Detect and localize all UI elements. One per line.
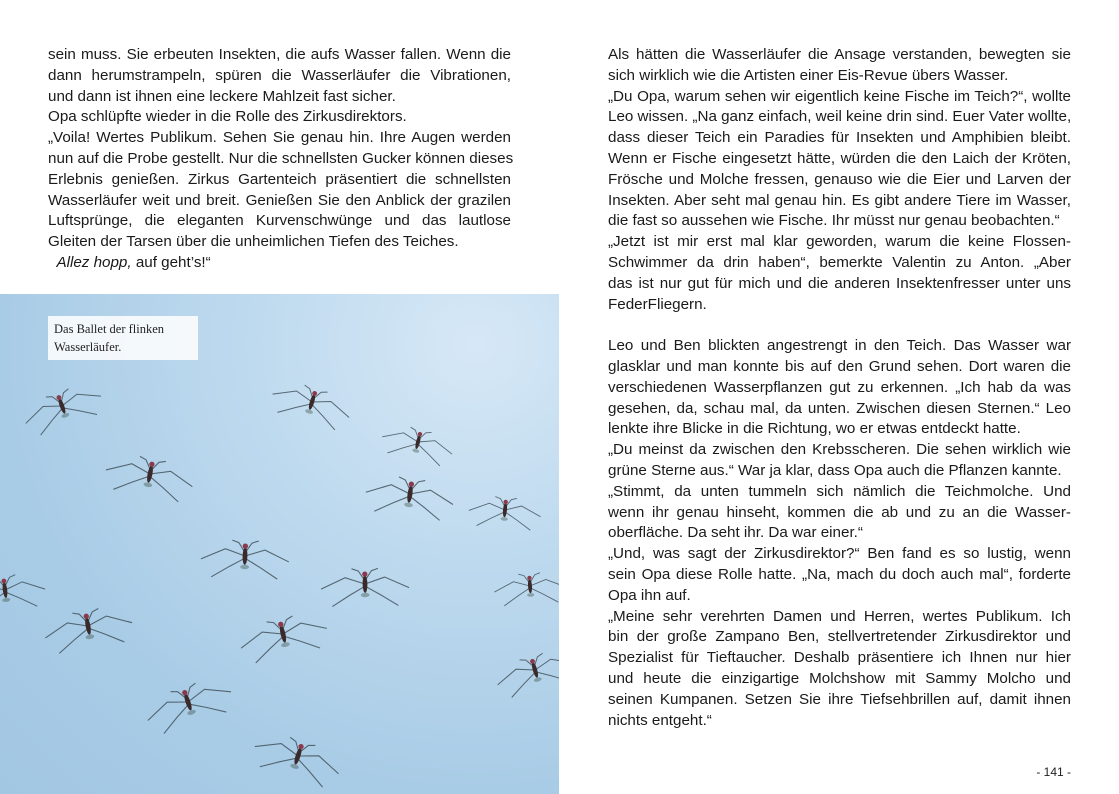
line-rest: auf geht’s!“ <box>131 253 211 271</box>
water-strider <box>321 568 410 607</box>
text-line: gesehen, da, schau mal, da unten. Zwischen diesen Sternen.“ Leo <box>608 399 1071 417</box>
water-strider <box>268 377 354 433</box>
right-page-body-text <box>608 45 1071 731</box>
caption-line-1: Das Ballet der flinken <box>54 322 165 336</box>
text-line: das ist nur gut für mich und die anderen Insektenfresser unter uns <box>608 274 1071 292</box>
text-line: oberfläche. Da seht ihr. Da war einer.“ <box>608 524 863 542</box>
water-strider <box>42 603 135 655</box>
page-number: - 141 - <box>1036 765 1071 779</box>
text-line: glasklar und man konnte bis auf den Grund sehen. Dort waren die <box>608 357 1071 375</box>
text-line: Als hätten die Wasserläufer die Ansage verstanden, bewegten sie <box>608 46 1071 63</box>
text-line: „Meine sehr verehrten Damen und Herren, wertes Publikum. Ich <box>608 607 1071 625</box>
water-strider <box>200 539 289 579</box>
text-line: „Stimmt, da unten tummeln sich nämlich die Teichmolche. Und <box>608 482 1071 500</box>
water-strider <box>141 673 236 737</box>
text-line: und heute die einzigartige Molchshow mit Sammy Molcho und <box>608 669 1071 687</box>
text-line: sein Opa diese Rolle hatte. „Na, mach du doch auch mal“, forderte <box>608 565 1071 583</box>
text-line: nichts entgeht.“ <box>608 711 712 729</box>
text-line: verschiedenen Wasserpflanzen gut zu erkennen. „Ich hab da was <box>608 378 1071 396</box>
text-line: wenn ihr genau hinseht, kommen die ab und zu an die Wasser- <box>608 503 1071 521</box>
text-line: lenkte ihre Blicke in die Richtung, wo er etwas entdeckt hatte. <box>608 420 1021 438</box>
text-line <box>48 253 511 274</box>
text-line: dass dieser Teich ein Paradies für Insekten und Amphibien bleibt. <box>608 129 1071 147</box>
text-line: „Du Opa, warum sehen wir eigentlich keine Fische im Teich?“, wollte <box>608 87 1071 105</box>
water-strider <box>103 450 197 504</box>
text-line: bin der große Zampano Ben, stellvertretender Zirkusdirektor und <box>608 628 1071 646</box>
text-line: die fast so aussehen wie Fische. Ihr müsst nur genau beobachten.“ <box>608 212 1060 230</box>
water-strider <box>249 728 344 791</box>
caption-line-2: Wasserläufer. <box>54 340 122 354</box>
water-striders-photo <box>0 294 559 794</box>
text-line: „Voila! Wertes Publikum. Sehen Sie genau hin. Ihre Augen werden <box>48 129 511 147</box>
water-strider <box>20 379 107 438</box>
water-strider <box>379 421 456 468</box>
text-line: Opa schlüpfte wieder in die Rolle des Zirkusdirektors. <box>48 108 407 126</box>
text-line: dann herumstrampeln, spüren die Wasserläufer die Vibrationen, <box>48 66 511 84</box>
text-line: Leo wissen. „Na ganz einfach, weil keine drin sind. Euer Vater wollte, <box>608 108 1072 126</box>
text-line: Leo und Ben blickten angestrengt in den Teich. Das Wasser war <box>608 337 1071 355</box>
text-line: Wasserläufer weit und breit. Genießen Sie den Anblick der grazilen <box>48 191 511 209</box>
text-line: nun auf die Probe gestellt. Nur die schnellsten Gucker können dieses <box>48 149 514 167</box>
text-line: sein muss. Sie erbeuten Insekten, die aufs Wasser fallen. Wenn die <box>48 46 511 63</box>
text-line: „Jetzt ist mir erst mal klar geworden, warum die keine Flossen- <box>608 233 1071 251</box>
water-strider <box>493 571 559 607</box>
water-strider <box>237 609 331 665</box>
text-line: Erlebnis genießen. Zirkus Gartenteich präsentiert die schnellsten <box>48 170 511 188</box>
right-page <box>559 0 1119 794</box>
text-line: seinen Kumpanen. Setzen Sie ihre Tiefsehbrillen auf, damit ihnen <box>608 690 1071 708</box>
text-line: Spezialist für Tieftaucher. Deshalb präsentiere ich Ihnen nur hier <box>608 649 1071 667</box>
water-strider-illustration <box>0 294 559 794</box>
text-line: „Und, was sagt der Zirkusdirektor?“ Ben fand es so lustig, wenn <box>608 545 1071 563</box>
text-line: sich wirklich wie die Artisten einer Eis-Revue übers Wasser. <box>608 66 1009 84</box>
water-strider <box>468 494 542 531</box>
text-line: Frösche und Molche fressen, genauso wie die Eier und Larven der <box>608 170 1071 188</box>
text-line: Gleiten der Tarsen über die unheimlichen Tiefen des Teiches. <box>48 233 459 251</box>
water-strider <box>363 473 455 522</box>
text-line: Luftsprünge, die eleganten Kurvenschwünge und das lautlose <box>48 212 511 230</box>
text-line <box>608 315 1071 336</box>
text-line: grüne Sterne aus.“ War ja klar, dass Opa auch die Pflanzen kannte. <box>608 461 1062 479</box>
text-line: „Du meinst da zwischen den Krebsscheren. Die sehen wirklich wie <box>608 441 1071 459</box>
text-line: Insekten. Aber seht mal genau hin. Es gibt andere Tiere im Wasser, <box>608 191 1071 209</box>
italic-phrase: Allez hopp, <box>56 253 132 271</box>
water-strider <box>0 571 47 614</box>
left-page <box>0 0 559 794</box>
text-line: Opa ihn auf. <box>608 586 691 604</box>
text-line: und dann ist ihnen eine leckere Mahlzeit fast sicher. <box>48 87 396 105</box>
text-line: Schwimmer da drin haben“, bemerkte Valentin zu Anton. „Aber <box>608 253 1071 271</box>
text-line: FederFliegern. <box>608 295 707 313</box>
water-strider <box>493 646 559 701</box>
left-page-body-text <box>48 45 514 274</box>
text-line: Wenn er Fische eingesetzt hätte, würden die den Laich der Kröten, <box>608 149 1071 167</box>
photo-caption <box>48 316 198 360</box>
